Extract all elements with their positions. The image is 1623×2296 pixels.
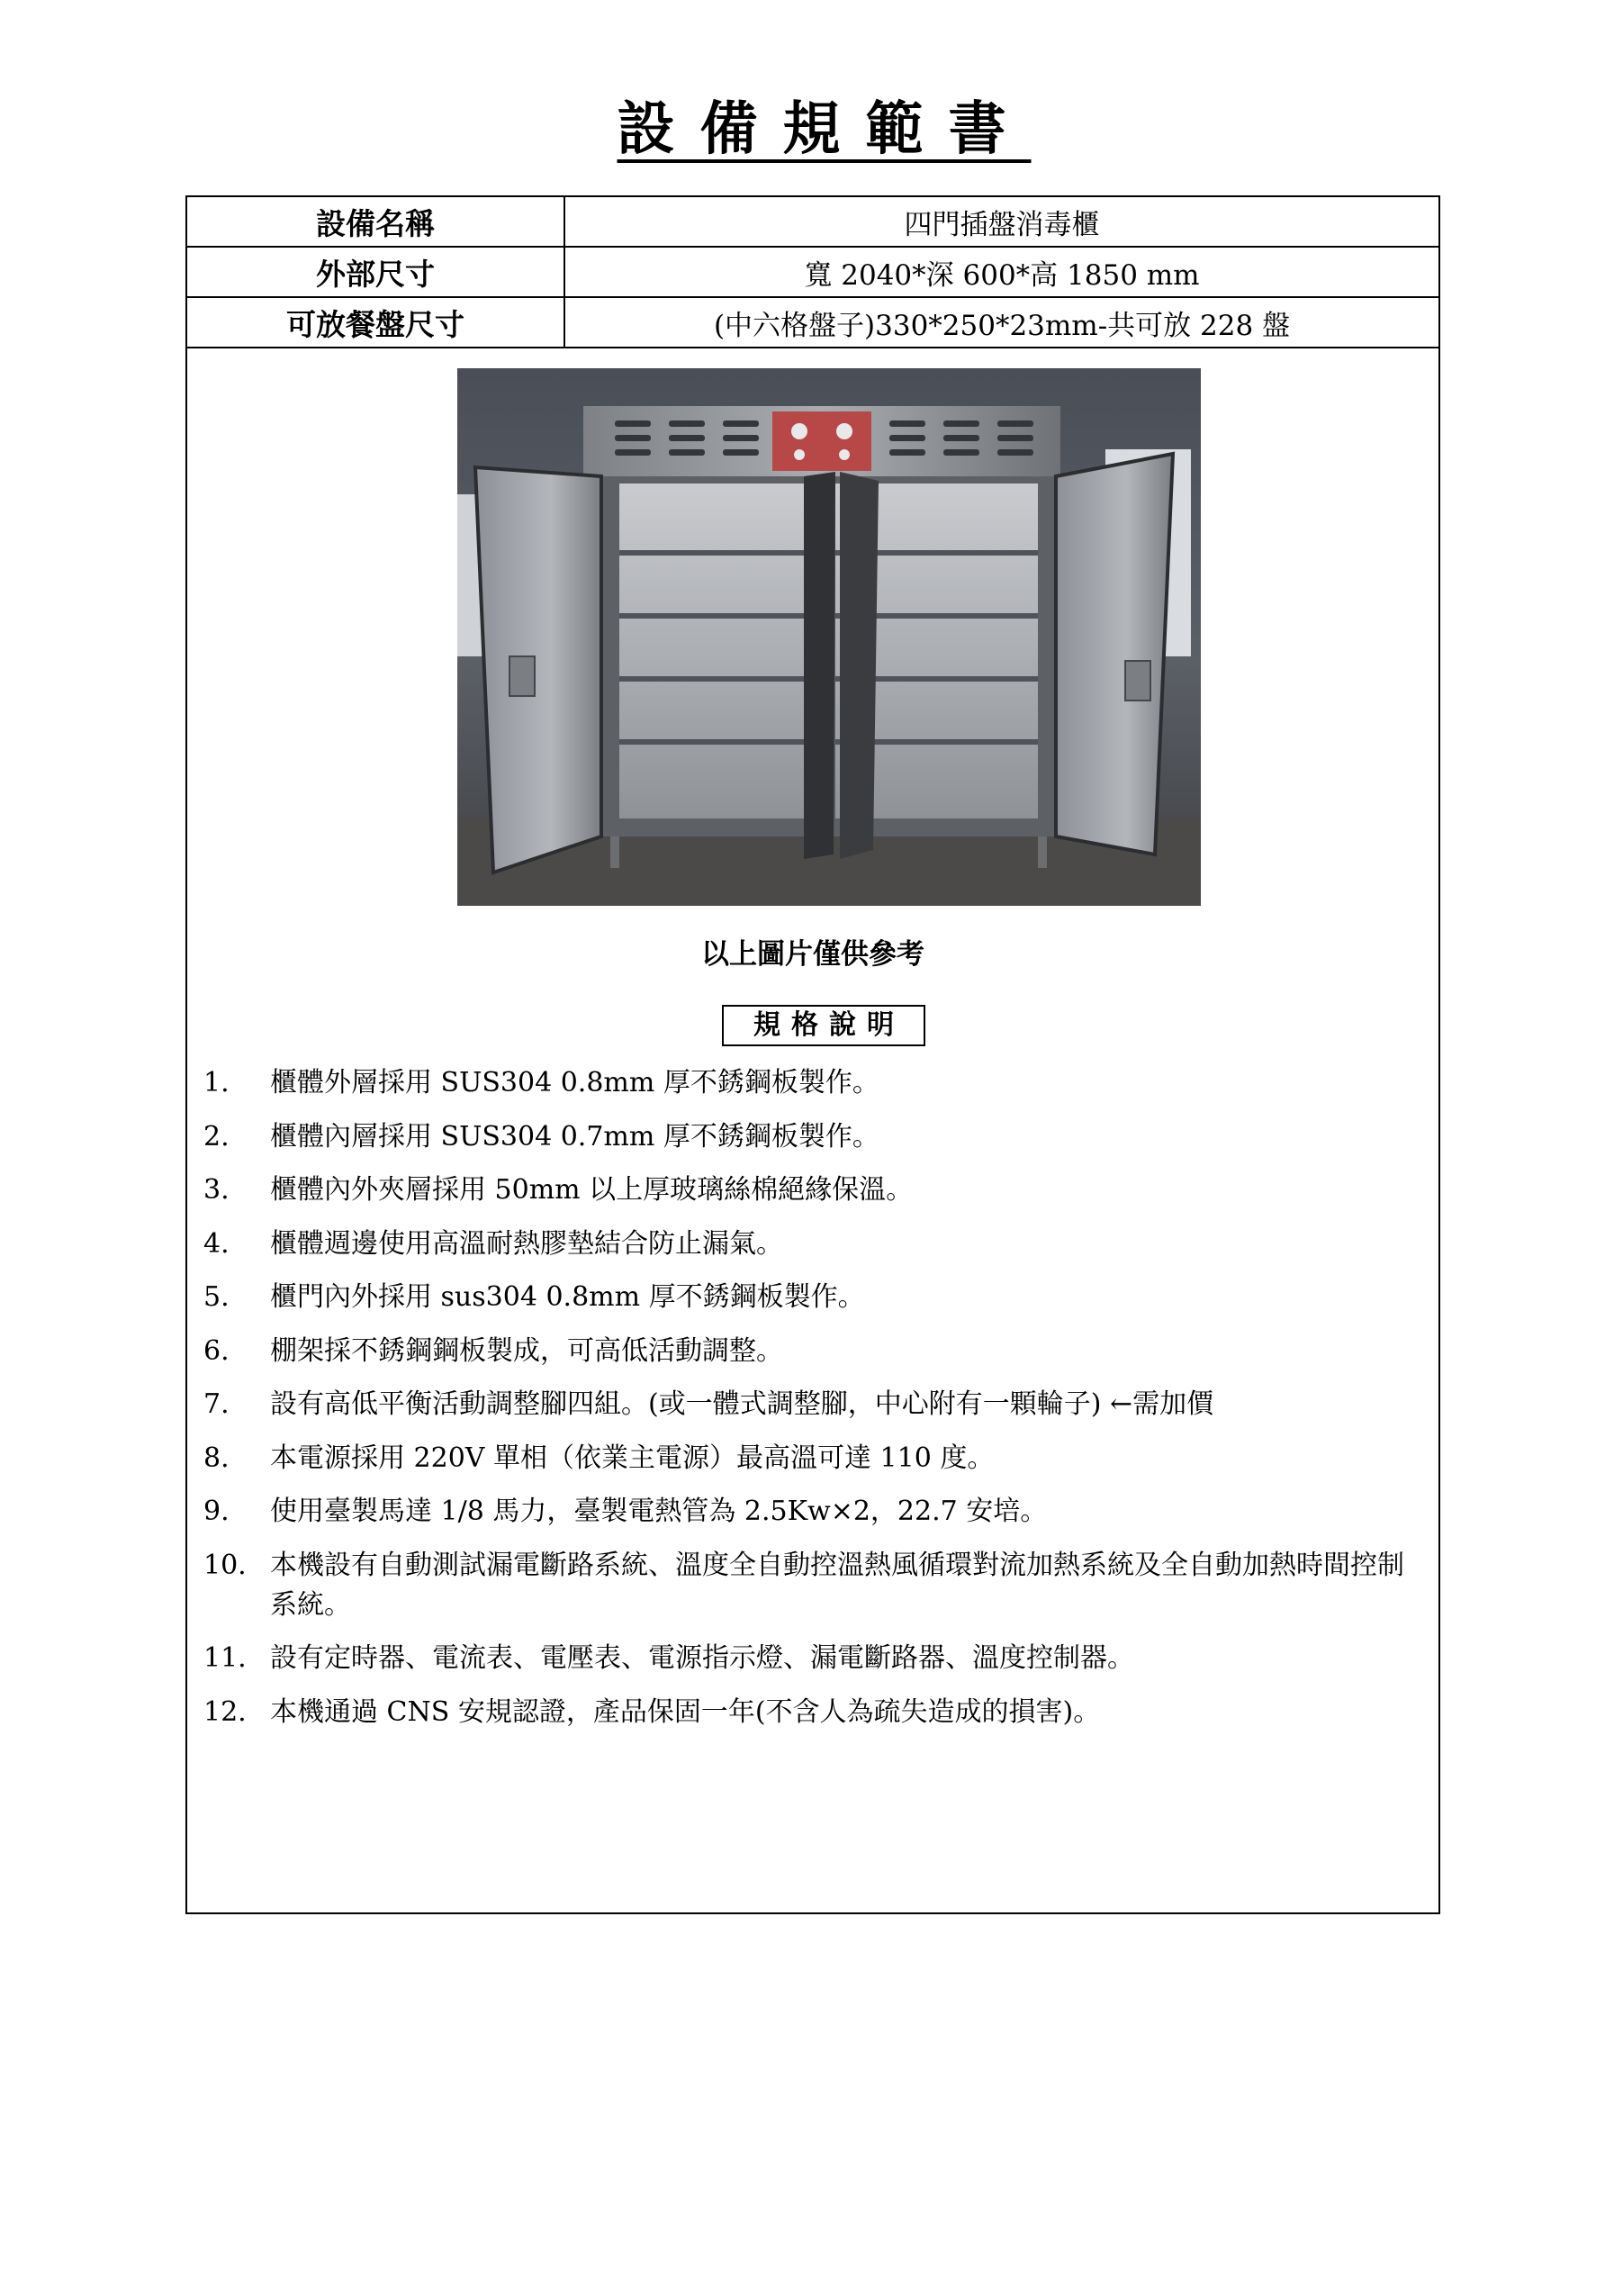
item-number: 10. (203, 1549, 247, 1581)
row-label-dimensions: 外部尺寸 (187, 247, 564, 297)
item-number: 1. (203, 1067, 230, 1098)
list-item (203, 1546, 1419, 1625)
list-item (203, 1063, 1419, 1103)
spec-sheet-frame (185, 195, 1440, 1914)
list-item (203, 1639, 1419, 1678)
item-text: 櫃門內外採用 sus304 0.8mm 厚不銹鋼板製作。 (270, 1281, 865, 1313)
center-door-right (840, 472, 879, 859)
list-item (203, 1278, 1419, 1317)
list-item (203, 1385, 1419, 1424)
center-door-left (804, 472, 835, 859)
item-text: 本機設有自動測試漏電斷路系統、溫度全自動控溫熱風循環對流加熱系統及全自動加熱時間控制系統。 (270, 1549, 1404, 1621)
right-door (1056, 454, 1173, 854)
item-number: 5. (203, 1281, 230, 1313)
item-number: 3. (203, 1174, 230, 1206)
document-title (0, 83, 1623, 166)
item-text: 棚架採不銹鋼鋼板製成，可高低活動調整。 (270, 1334, 783, 1367)
item-number: 6. (203, 1334, 230, 1367)
item-number: 9. (203, 1496, 230, 1527)
item-number: 4. (203, 1227, 230, 1260)
item-text: 設有定時器、電流表、電壓表、電源指示燈、漏電斷路器、溫度控制器。 (270, 1642, 1134, 1674)
item-text: 櫃體週邊使用高溫耐熱膠墊結合防止漏氣。 (270, 1227, 783, 1260)
list-item (203, 1171, 1419, 1210)
document-title-text: 設備規範書 (617, 96, 1032, 163)
row-value-tray-size: (中六格盤子)330*250*23mm-共可放 228 盤 (564, 297, 1438, 348)
item-text: 本機通過 CNS 安規認證，產品保固一年(不含人為疏失造成的損害)。 (270, 1695, 1101, 1728)
item-text: 本電源採用 220V 單相（依業主電源）最高溫可達 110 度。 (270, 1442, 995, 1474)
table-row (187, 197, 1438, 247)
list-item (203, 1492, 1419, 1532)
item-number: 2. (203, 1120, 230, 1153)
item-number: 11. (203, 1642, 247, 1674)
item-text: 櫃體內外夾層採用 50mm 以上厚玻璃絲棉絕緣保溫。 (270, 1174, 914, 1206)
cabinet-photo (457, 368, 1201, 906)
spec-section-heading: 規格說明 (722, 1005, 925, 1046)
list-item (203, 1693, 1419, 1732)
item-number: 7. (203, 1388, 230, 1420)
item-text: 櫃體外層採用 SUS304 0.8mm 厚不銹鋼板製作。 (270, 1067, 879, 1098)
item-text: 櫃體內層採用 SUS304 0.7mm 厚不銹鋼板製作。 (270, 1120, 879, 1153)
list-item (203, 1225, 1419, 1264)
item-text: 設有高低平衡活動調整腳四組。(或一體式調整腳，中心附有一顆輪子) ←需加價 (270, 1388, 1214, 1420)
item-number: 8. (203, 1442, 230, 1474)
left-door (475, 467, 601, 872)
equipment-info-table (187, 197, 1438, 348)
item-text: 使用臺製馬達 1/8 馬力，臺製電熱管為 2.5Kw×2，22.7 安培。 (270, 1496, 1048, 1527)
item-number: 12. (203, 1695, 247, 1728)
photo-caption: 以上圖片僅供參考 (701, 938, 924, 971)
list-item (203, 1332, 1419, 1371)
table-row (187, 297, 1438, 348)
row-label-equipment-name: 設備名稱 (187, 197, 564, 247)
row-value-equipment-name: 四門插盤消毒櫃 (564, 197, 1438, 247)
table-row (187, 247, 1438, 297)
list-item (203, 1439, 1419, 1478)
list-item (203, 1117, 1419, 1157)
row-label-tray-size: 可放餐盤尺寸 (187, 297, 564, 348)
row-value-dimensions: 寬 2040*深 600*高 1850 mm (564, 247, 1438, 297)
spec-list (203, 1063, 1419, 1746)
